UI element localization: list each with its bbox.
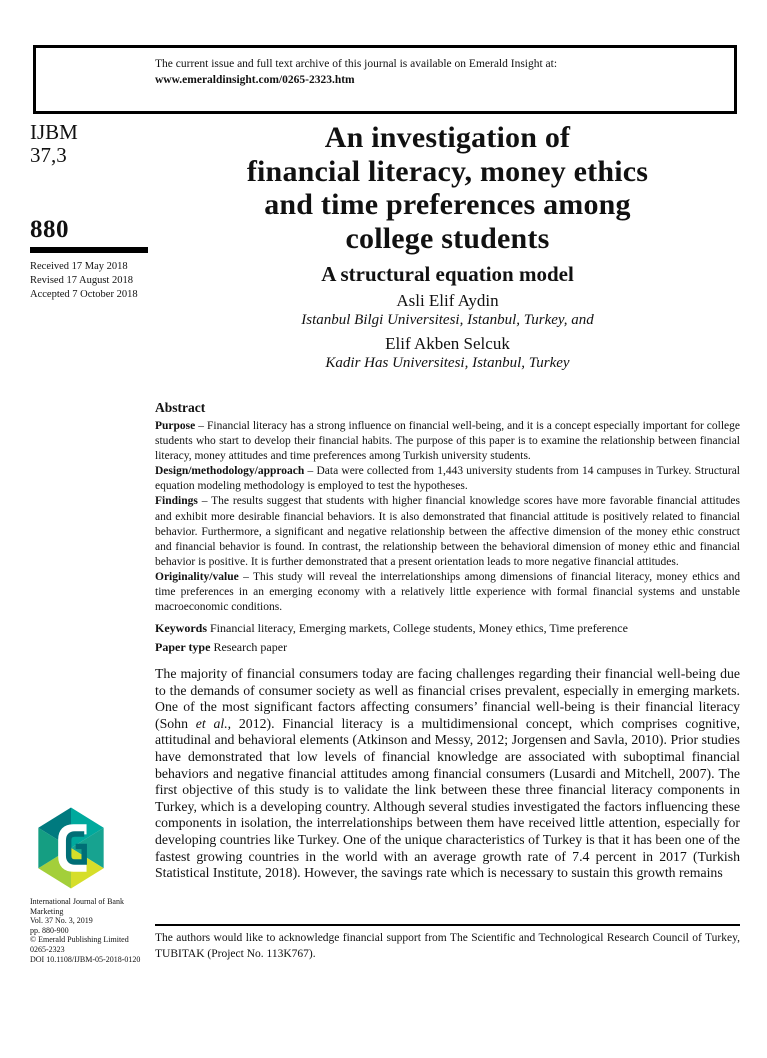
imprint-line: International Journal of Bank — [30, 897, 124, 906]
revised-date: Revised 17 August 2018 — [30, 275, 133, 286]
accepted-date: Accepted 7 October 2018 — [30, 289, 138, 300]
journal-code: IJBM — [30, 120, 78, 144]
article-subtitle: A structural equation model — [321, 262, 574, 286]
imprint-line: Vol. 37 No. 3, 2019 — [30, 916, 93, 926]
article-title-line: and time preferences among — [264, 188, 631, 221]
abstract-design — [155, 464, 740, 494]
journal-imprint — [30, 897, 155, 964]
abstract-section-label: Findings — [155, 495, 198, 508]
paper-type-text: Research paper — [210, 640, 288, 655]
abstract-section-text: – Data were collected from 1,443 university students from 14 campuses in Turkey. Structural equation modeling methodology is employed to test the hypotheses. — [155, 465, 740, 493]
abstract-section-label: Purpose — [155, 420, 196, 432]
article-title-line: college students — [345, 221, 550, 255]
paper-type-label: Paper type — [155, 640, 211, 655]
body-paragraph: The majority of financial consumers today are facing challenges regarding their financial well-being due to the demands of consumer society as well as financial crises prevalent, especially in emerging markets. One of the most significant factors affecting consumers’ financial well-being is their financial literacy (Sohn et al., 2012). Financial literacy is a multidimensional concept, which comprises cognitive, attitudinal and behavioral elements (Atkinson and Messy, 2012; Jorgensen and Savla, 2010). Prior studies have demonstrated that low levels of financial knowledge are associated with suboptimal financial behaviors and negative financial attitudes among financial consumers (Lusardi and Mitchell, 2007). The first objective of this study is to validate the link between these three financial literacy components in Turkey, which is a developing country. Although several studies investigated the factors influencing these components in isolation, the interrelationships between them have received little attention, especially for developing countries like Turkey. One of the unique characteristics of Turkey is that it has been one of the fastest growing countries in the world with an average growth rate of 7.4 percent in 2017 (Turkish Statistical Institute, 2018). However, the savings rate which is necessary to sustain this growth remains — [155, 666, 740, 881]
abstract-section-text: – Financial literacy has a strong influence on financial well-being, and it is a concept especially important for college students who start to develop their financial habits. The purpose of this paper is to examine the relationship between financial literacy, money attitudes and time preferences among Turkish university students. — [155, 420, 740, 463]
imprint-line: DOI 10.1108/IJBM-05-2018-0120 — [30, 954, 141, 964]
abstract-section-label: Design/methodology/approach — [155, 465, 305, 478]
paper-type-line — [155, 639, 740, 655]
article-title-line: financial literacy, money ethics — [246, 154, 649, 188]
article-history — [30, 260, 138, 302]
footnote-block — [155, 924, 740, 962]
author-affiliation: Kadir Has Universitesi, Istanbul, Turkey — [325, 355, 570, 371]
abstract-originality — [155, 570, 740, 615]
page-number-rule — [30, 247, 148, 253]
journal-code-block — [30, 121, 78, 167]
abstract-findings — [155, 494, 740, 569]
title-block — [155, 121, 740, 373]
abstract-block — [155, 400, 740, 655]
article-body — [155, 666, 740, 882]
abstract-section-label: Originality/value — [155, 570, 239, 583]
article-title-line: An investigation of — [324, 121, 571, 154]
archive-notice-box — [33, 45, 737, 114]
journal-archive-link[interactable]: www.emeraldinsight.com/0265-2323.htm — [155, 73, 355, 86]
imprint-line: Marketing — [30, 906, 64, 916]
imprint-line: pp. 880-900 — [30, 925, 69, 935]
received-date: Received 17 May 2018 — [30, 261, 128, 272]
emerald-logo — [32, 806, 110, 890]
keywords-label: Keywords — [155, 621, 207, 636]
abstract-purpose — [155, 419, 740, 464]
keywords-line — [155, 620, 740, 636]
archive-notice-text: The current issue and full text archive of this journal is available on Emerald Insight at: — [155, 58, 558, 70]
emerald-logo-icon — [32, 806, 110, 890]
imprint-line: © Emerald Publishing Limited — [30, 935, 129, 945]
keywords-text: Financial literacy, Emerging markets, College students, Money ethics, Time preference — [207, 621, 628, 636]
acknowledgement-footnote: The authors would like to acknowledge financial support from The Scientific and Technological Research Council of Turkey, TUBITAK (Project No. 113K767). — [155, 932, 740, 960]
author-affiliation: Istanbul Bilgi Universitesi, Istanbul, Turkey, and — [301, 312, 594, 328]
abstract-section-text: – The results suggest that students with higher financial knowledge scores have more favorable financial attitudes and exhibit more desirable financial behaviors. It is also demonstrated that financial attitude is positively related to financial behavior. Furthermore, a significant and negative relationship between the affective dimension of the money ethic construct and financial behavior is found. In contrast, the relationship between the behavioral dimension of money ethic and financial behavior is positive. It is further demonstrated that a present orientation leads to more negative financial attitudes. — [155, 495, 740, 568]
imprint-line: 0265-2323 — [30, 944, 65, 954]
abstract-section-text: – This study will reveal the interrelationships among dimensions of financial literacy, money ethics and time preferences in an emerging economy with a relatively little experience with formal financial systems and unstable macroeconomic conditions. — [155, 570, 740, 614]
journal-issue: 37,3 — [30, 143, 67, 167]
author-name: Elif Akben Selcuk — [385, 334, 510, 353]
author-name: Asli Elif Aydin — [396, 291, 499, 310]
abstract-heading: Abstract — [155, 400, 206, 415]
first-page-number: 880 — [30, 216, 69, 243]
